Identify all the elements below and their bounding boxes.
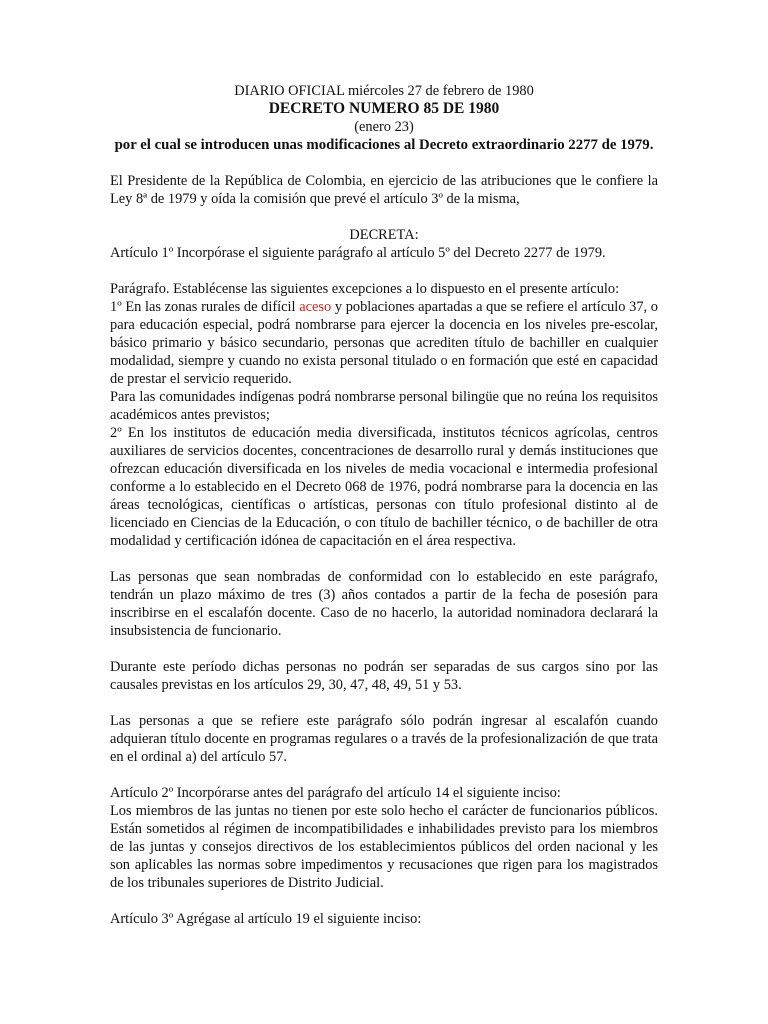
period-paragraph: Durante este período dichas personas no podrán ser separadas de sus cargos sino por las causales previstas en los artículos 29, 30, 47, 48, 49, 51 y 53. bbox=[110, 659, 658, 693]
indigenous-paragraph: Para las comunidades indígenas podrá nombrarse personal bilingüe que no reúna los requisitos académicos antes previstos; bbox=[110, 389, 658, 423]
highlighted-word: aceso bbox=[299, 299, 332, 315]
item-2: 2º En los institutos de educación media diversificada, institutos técnicos agrícolas, centros auxiliares de servicios docentes, concentraciones de desarrollo rural y demás instituciones que ofrezcan educación diversificada en los niveles de media vocacional e intermedia profesional conforme a lo establecido en el Decreto 068 de 1976, podrá nombrarse para la docencia en las áreas tecnológicas, científicas o artísticas, personas con título profesional distinto al de licenciado en Ciencias de la Educación, o con título de bachiller técnico, o de bachiller de otra modalidad y certificación idónea de capacitación en el área respectiva. bbox=[110, 425, 658, 549]
item-1-after: y poblaciones apartadas a que se refiere el artículo 37, o para educación especial, podrá nombrarse para ejercer la docencia en los niveles pre-escolar, básico primario y básico secundario, personas que acrediten título de bachiller en cualquier modalidad, siempre y cuando no exista personal titulado o en formación que esté en capacidad de prestar el servicio requerido. bbox=[110, 299, 658, 387]
item-1 bbox=[110, 298, 658, 388]
decree-subtitle: por el cual se introducen unas modificaciones al Decreto extraordinario 2277 de 1979. bbox=[114, 137, 654, 153]
decree-date: (enero 23) bbox=[354, 119, 414, 135]
boards-paragraph: Los miembros de las juntas no tienen por este solo hecho el carácter de funcionarios públicos. Están sometidos al régimen de incompatibilidades e inhabilidades previsto para los miembros de las juntas y consejos directivos de los establecimientos públicos del orden nacional y les son aplicables las normas sobre impedimentos y recusaciones que rigen para los magistrados de los tribunales superiores de Distrito Judicial. bbox=[110, 803, 658, 891]
term-paragraph: Las personas que sean nombradas de conformidad con lo establecido en este parágrafo, tendrán un plazo máximo de tres (3) años contados a partir de la fecha de posesión para inscribirse en el escalafón docente. Caso de no hacerlo, la autoridad nominadora declarará la insubsistencia de funcionario. bbox=[110, 569, 658, 639]
item-1-before: 1º En las zonas rurales de difícil bbox=[110, 299, 300, 315]
article-2: Artículo 2º Incorpórarse antes del parágrafo del artículo 14 el siguiente inciso: bbox=[110, 785, 561, 801]
decreta-heading: DECRETA: bbox=[349, 227, 419, 243]
paragrafo-heading: Parágrafo. Establécense las siguientes excepciones a lo dispuesto en el presente artículo: bbox=[110, 281, 620, 297]
gazette-line: DIARIO OFICIAL miércoles 27 de febrero de 1980 bbox=[234, 83, 534, 99]
decree-title: DECRETO NUMERO 85 DE 1980 bbox=[268, 100, 500, 117]
article-1: Artículo 1º Incorpórase el siguiente parágrafo al artículo 5º del Decreto 2277 de 1979. bbox=[110, 245, 606, 261]
article-3: Artículo 3º Agrégase al artículo 19 el siguiente inciso: bbox=[110, 911, 422, 927]
intro-paragraph: El Presidente de la República de Colombia, en ejercicio de las atribuciones que le confiere la Ley 8ª de 1979 y oída la comisión que prevé el artículo 3º de la misma, bbox=[110, 173, 658, 207]
entry-paragraph: Las personas a que se refiere este parágrafo sólo podrán ingresar al escalafón cuando adquieran título docente en programas regulares o a través de la profesionalización de que trata en el ordinal a) del artículo 57. bbox=[110, 713, 658, 765]
